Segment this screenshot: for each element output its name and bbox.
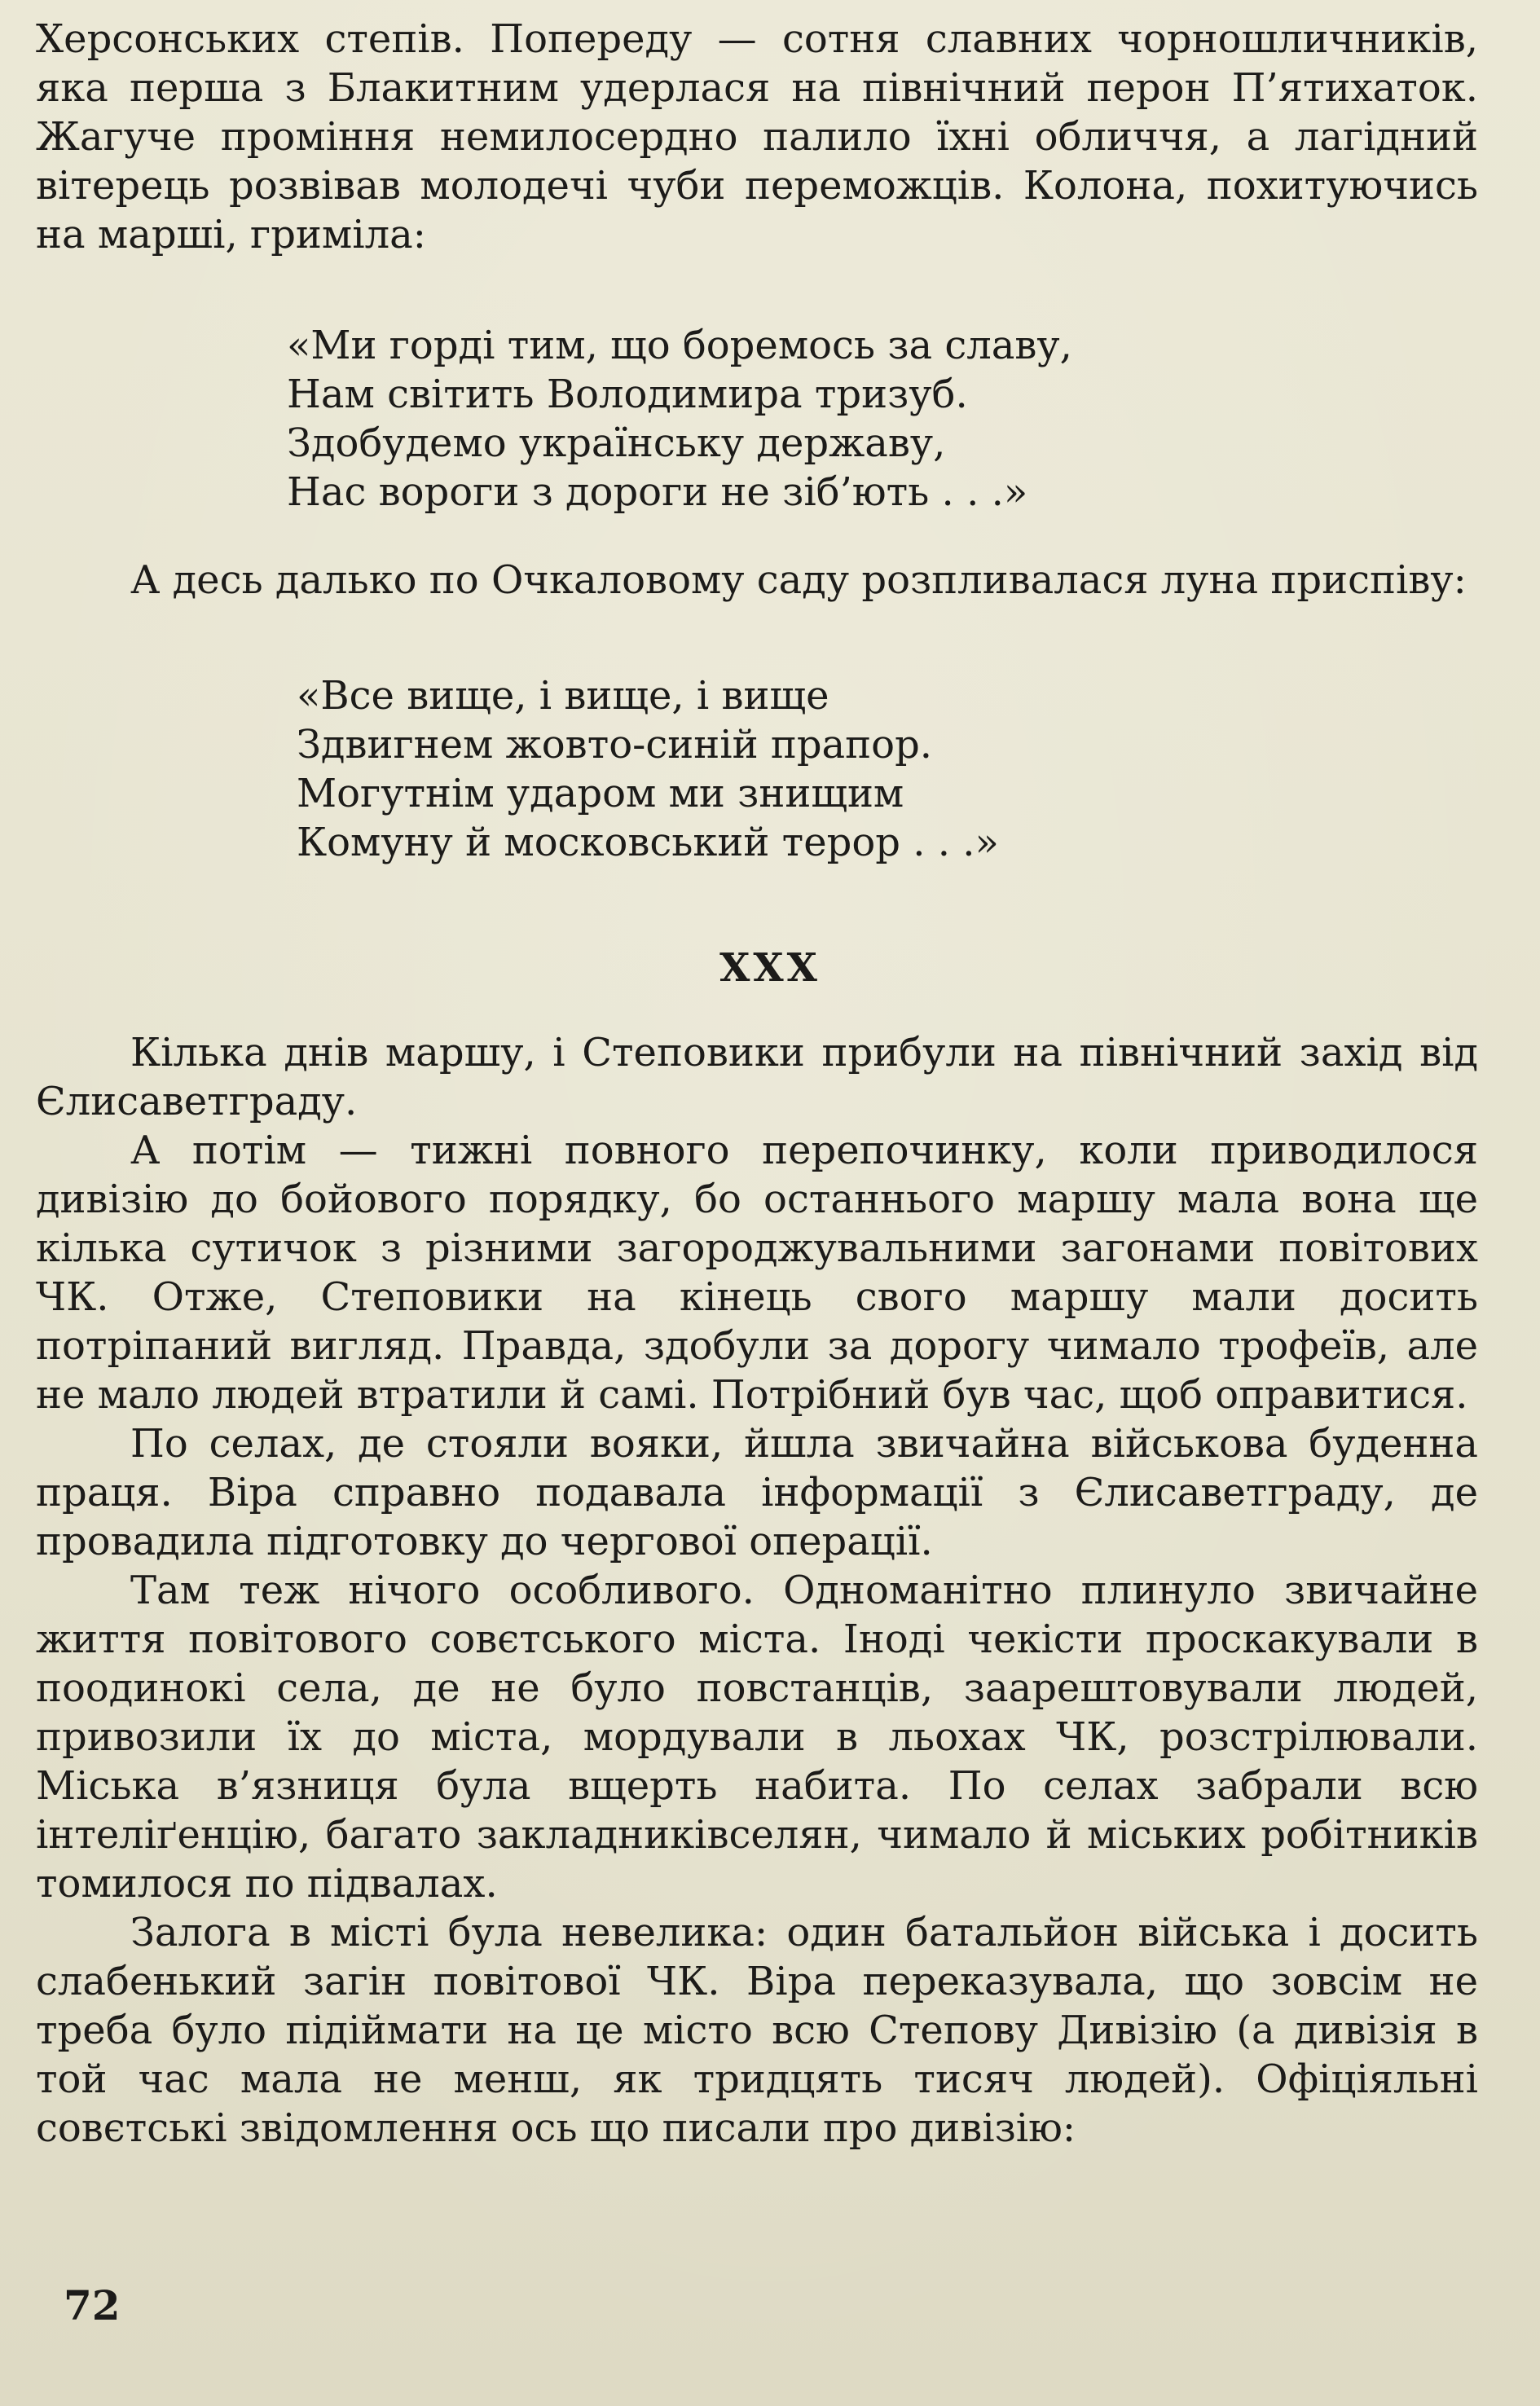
body-paragraph: Там теж нічого особливого. Одноманітно плинуло звичайне життя повітового совєтського міста. Іноді чекісти проскакували в поодинокі села, де не було повстанців, заарештовували людей, привозили їх до міста, мордували в льохах ЧК, розстрілювали. Міська в’язниця була вщерть набита. По селах забрали всю інтеліґенцію, багато закладниківселян, чимало й міських робітників томилося по підвалах. [36, 1568, 1478, 1907]
verse-line: «Все вище, і вище, і вище [297, 673, 829, 719]
song-verse-two [297, 671, 999, 867]
middle-paragraph: А десь далько по Очкаловому саду розпливалася луна приспіву: [130, 557, 1467, 603]
page-number: 72 [64, 2281, 121, 2329]
verse-line: Комуну й московський терор . . .» [297, 820, 999, 865]
song-verse-one [287, 321, 1072, 517]
verse-line: Здвигнем жовто-синій прапор. [297, 722, 933, 768]
verse-line: Могутнім ударом ми знищим [297, 771, 904, 816]
opening-block [36, 15, 1478, 259]
body-paragraph: А потім — тижні повного перепочинку, коли приводилося дивізію до бойового порядку, бо останнього маршу мала вона ще кілька сутичок з різними загороджувальними загонами повітових ЧК. Отже, Степовики на кінець свого маршу мали досить потріпаний вигляд. Правда, здобули за дорогу чимало трофеїв, але не мало людей втратили й самі. Потрібний був час, щоб оправитися. [36, 1128, 1478, 1418]
verse-line: «Ми горді тим, що боремось за славу, [287, 323, 1072, 368]
body-paragraph: По селах, де стояли вояки, йшла звичайна військова буденна праця. Віра справно подавала інформації з Єлисаветграду, де провадила підготовку до чергової операції. [36, 1421, 1478, 1564]
body-paragraph: Залога в місті була невелика: один батальйон війська і досить слабенький загін повітової ЧК. Віра переказувала, що зовсім не треба було підіймати на це місто всю Степову Дивізію (а дивізія в той час мала не менш, як тридцять тисяч людей). Офіціяльні совєтські звідомлення ось що писали про дивізію: [36, 1910, 1478, 2151]
verse-line: Нас вороги з дороги не зіб’ють . . .» [287, 469, 1028, 515]
verse-line: Здобудемо українську державу, [287, 420, 946, 466]
verse-line: Нам світить Володимира тризуб. [287, 372, 968, 417]
body-paragraph: Кілька днів маршу, і Степовики прибули на північний захід від Єлисаветграду. [36, 1030, 1478, 1124]
opening-paragraph: Херсонських степів. Попереду — сотня славних чорношличників, яка перша з Блакитним удерлася на північний перон П’ятихаток. Жагуче проміння немилосердно палило їхні обличчя, а лагідний вітерець розвівав молодечі чуби переможців. Колона, похитуючись на марші, гриміла: [36, 16, 1478, 257]
chapter-body [36, 1028, 1478, 2153]
middle-block [36, 556, 1478, 605]
chapter-heading: XXX [719, 945, 821, 991]
